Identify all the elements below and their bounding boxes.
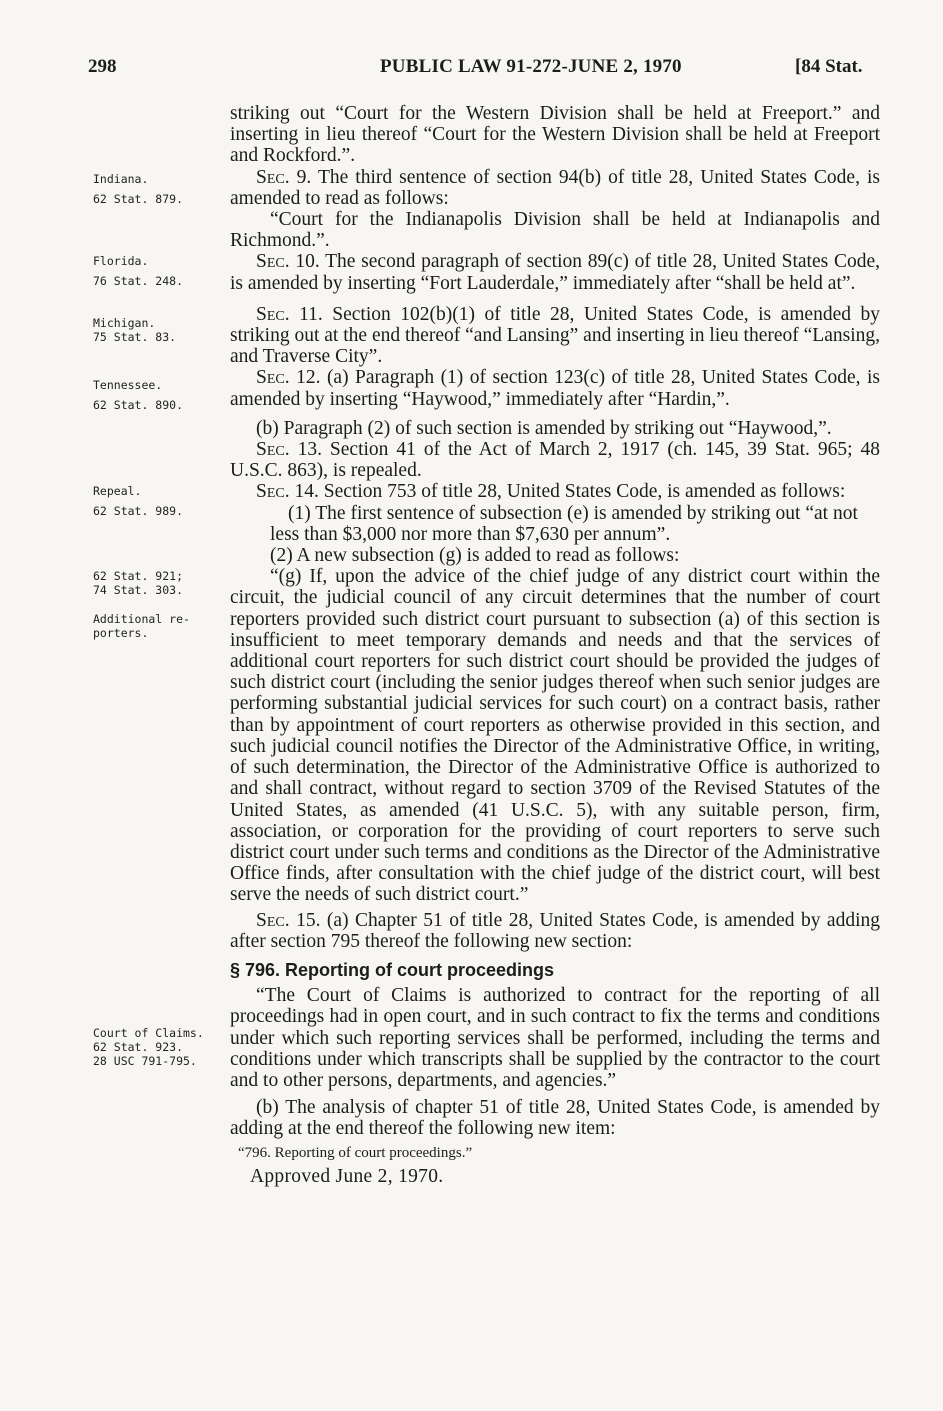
section-11 — [230, 304, 880, 368]
section-9-quote: “Court for the Indianapolis Division shall be held at Indianapolis and Richmond.”. — [230, 209, 880, 252]
section-label: Sec. 9. — [256, 166, 312, 188]
margin-note-line: Indiana. — [93, 172, 149, 186]
section-14 — [230, 481, 880, 502]
margin-note-line: Tennessee. — [93, 378, 163, 392]
section-label: Sec. 11. — [256, 303, 323, 325]
margin-note-line: 76 Stat. 248. — [93, 274, 184, 288]
margin-note-line: 74 Stat. 303. — [93, 583, 184, 597]
section-12b: (b) Paragraph (2) of such section is amended by striking out “Haywood,”. — [256, 417, 832, 439]
margin-note-line: 62 Stat. 923. — [93, 1040, 184, 1054]
section-text: Section 753 of title 28, United States Code, is amended as follows: — [318, 481, 846, 503]
section-text: The third sentence of section 94(b) of title 28, United States Code, is amended to read as follows: — [230, 166, 880, 209]
approval-date: Approved June 2, 1970. — [250, 1165, 444, 1187]
section-14-subsection-g: “(g) If, upon the advice of the chief judge of any district court within the circuit, the judicial council of any circuit determines that the number of court reporters provided such district court pursuant to subsection (a) of this section is insufficient to meet temporary demands and needs and that the services of additional court reporters for such district court should be provided the judges of such district court (including the senior judges thereof when such senior judges are performing substantial judicial services for such court) on a contract basis, rather than by appointment of court reporters as otherwise provided in this section, and such judicial council notifies the Director of the Administrative Office, in writing, of such determination, the Director of the Administrative Office is authorized to and shall contract, without regard to section 3709 of the Revised Statutes of the United States, as amended (41 U.S.C. 5), with any suitable person, firm, association, or corporation for the providing of court reporters to serve such district court under such terms and conditions as the Director of the Administrative Office finds, after consultation with the chief judge of the district court, will best serve the needs of such district court.” — [230, 566, 880, 906]
margin-note-michigan — [93, 316, 223, 344]
stat-reference: [84 Stat. — [795, 56, 863, 77]
section-text: (a) Chapter 51 of title 28, United States Code, is amended by adding after section 795 thereof the following new section: — [230, 909, 880, 952]
section-12a — [230, 367, 880, 409]
section-label: Sec. 10. — [256, 251, 320, 273]
margin-note-repeal — [93, 484, 223, 518]
margin-note-line: 28 USC 791-795. — [93, 1054, 197, 1068]
section-label: Sec. 14. — [256, 481, 319, 503]
section-10 — [230, 251, 880, 293]
page-number: 298 — [88, 56, 117, 77]
margin-note-line: Court of Claims. — [93, 1026, 204, 1040]
paragraph-freeport: striking out “Court for the Western Division shall be held at Freeport.” and inserting in lieu thereof “Court for the Western Division shall be held at Freeport and Rockford.”. — [230, 103, 880, 167]
margin-note-line: Florida. — [93, 254, 149, 268]
margin-note-court-of-claims — [93, 1026, 233, 1068]
section-13 — [230, 439, 880, 481]
page-header — [0, 56, 943, 86]
section-796-text: “The Court of Claims is authorized to contract for the reporting of all proceedings had in open court, and in such contract to fix the terms and conditions under which such reporting services shall be performed, including the terms and conditions under which transcripts shall be supplied by the contractor to the court and to other persons, departments, and agencies.” — [230, 985, 880, 1091]
margin-note-florida — [93, 254, 223, 288]
margin-note-line: 62 Stat. 879. — [93, 192, 184, 206]
margin-note-indiana — [93, 172, 223, 206]
section-text: (a) Paragraph (1) of section 123(c) of title 28, United States Code, is amended by inserting “Haywood,” immediately after “Hardin,”. — [230, 367, 880, 410]
margin-note-tennessee — [93, 378, 223, 412]
section-15a — [230, 910, 880, 952]
section-796-heading: § 796. Reporting of court proceedings — [230, 959, 555, 980]
section-text: Section 41 of the Act of March 2, 1917 (ch. 145, 39 Stat. 965; 48 U.S.C. 863), is repealed. — [230, 439, 880, 482]
section-14-item-2: (2) A new subsection (g) is added to read as follows: — [270, 545, 680, 567]
analysis-item: “796. Reporting of court proceedings.” — [238, 1144, 473, 1161]
margin-note-line: Michigan. — [93, 316, 156, 330]
margin-note-line: 75 Stat. 83. — [93, 330, 177, 344]
section-9 — [230, 167, 880, 209]
margin-note-stat-921 — [93, 569, 223, 597]
section-label: Sec. 13. — [256, 439, 322, 461]
margin-note-line: Additional re- — [93, 612, 190, 626]
section-label: Sec. 15. — [256, 909, 321, 931]
margin-note-line: 62 Stat. 989. — [93, 504, 184, 518]
section-text: The second paragraph of section 89(c) of title 28, United States Code, is amended by inserting “Fort Lauderdale,” immediately after “shall be held at”. — [230, 251, 880, 294]
margin-note-line: 62 Stat. 890. — [93, 398, 184, 412]
margin-note-line: porters. — [93, 626, 149, 640]
section-14-item-1: (1) The first sentence of subsection (e) is amended by striking out “at not less than $3,000 nor more than $7,630 per annum”. — [270, 502, 858, 545]
margin-note-line: Repeal. — [93, 484, 142, 498]
margin-note-line: 62 Stat. 921; — [93, 569, 184, 583]
section-15b: (b) The analysis of chapter 51 of title 28, United States Code, is amended by adding at the end thereof the following new item: — [230, 1097, 880, 1140]
section-label: Sec. 12. — [256, 367, 321, 389]
margin-note-reporters — [93, 612, 223, 640]
section-text: Section 102(b)(1) of title 28, United States Code, is amended by striking out at the end thereof “and Lansing” and inserting in lieu thereof “Lansing, and Traverse City”. — [230, 303, 880, 368]
running-title: PUBLIC LAW 91-272-JUNE 2, 1970 — [380, 56, 682, 77]
body-text — [230, 103, 880, 1187]
